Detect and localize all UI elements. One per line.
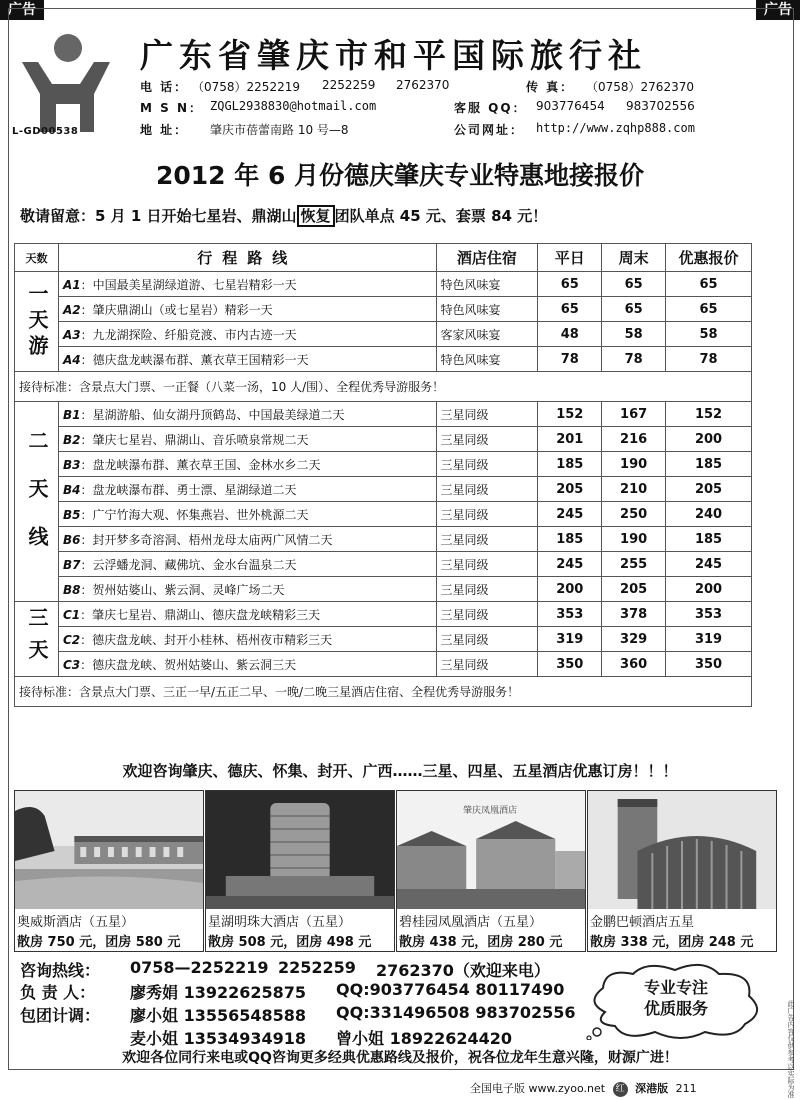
notice-line [20,205,547,226]
weekday-price: 201 [538,427,602,452]
special-price: 245 [666,552,752,577]
table-row [15,602,752,627]
header-weekend: 周末 [602,244,666,272]
special-price: 205 [666,477,752,502]
edition-text: 全国电子版 www.zyoo.net [470,1082,606,1095]
standard-row [15,372,752,402]
route-cell: B8：贺州姑婆山、紫云洞、灵峰广场二天 [58,577,436,602]
weekend-price: 216 [602,427,666,452]
phone-2: 2252259 [322,78,376,92]
weekday-price: 78 [538,347,602,372]
page-footer [470,1080,701,1097]
qq-2: 983702556 [626,99,695,113]
special-price: 65 [666,272,752,297]
weekend-price: 250 [602,502,666,527]
weekend-price: 205 [602,577,666,602]
standard-three-day: 接待标准：含景点大门票、三正一早/五正二早、一晚/二晚三星酒店住宿、全程优秀导游服务！ [15,677,752,707]
notice-boxed: 恢复 [297,205,335,227]
qq-label: 客服 QQ： [454,101,527,115]
edition-badge-icon: 红 [613,1082,628,1097]
header-weekday: 平日 [538,244,602,272]
hotel-price: 散房 438 元，团房 280 元 [399,935,563,950]
weekend-price: 190 [602,452,666,477]
table-row [15,347,752,372]
weekday-price: 245 [538,502,602,527]
hotel-name: 碧桂园凤凰酒店（五星） [399,915,543,930]
msn-label: M S N： [140,101,203,115]
weekend-price: 255 [602,552,666,577]
weekday-price: 48 [538,322,602,347]
manager-qq: QQ:903776454 80117490 [336,980,565,999]
table-row [15,402,752,427]
address-label: 地 址： [140,123,189,137]
route-cell: B3：盘龙峡瀑布群、薰衣草王国、金林水乡二天 [58,452,436,477]
hotline-2: 2252259 [278,958,356,977]
hotel-cell: 特色风味宴 [436,347,538,372]
ad-label-right: 广告 [756,0,800,20]
qq-1: 903776454 [536,99,605,113]
weekend-price: 210 [602,477,666,502]
website-label: 公司网址： [454,123,525,137]
weekend-price: 190 [602,527,666,552]
route-cell: A1：中国最美星湖绿道游、七星岩精彩一天 [58,272,436,297]
section-text: 深港版 [635,1082,669,1095]
special-price: 58 [666,322,752,347]
hotel-photo-icon [15,791,203,909]
route-cell: B7：云浮蟠龙洞、藏佛坑、金水台温泉二天 [58,552,436,577]
hotel-cell: 三星同级 [436,577,538,602]
special-price: 152 [666,402,752,427]
hotel-photo-icon [588,791,776,909]
price-table [14,243,752,707]
table-row [15,427,752,452]
hotel-name: 金鹏巴顿酒店五星 [590,915,695,930]
weekend-price: 360 [602,652,666,677]
side-note: 此广告内容仅供参考以实际为准 [787,1000,795,1098]
special-price: 65 [666,297,752,322]
special-price: 200 [666,427,752,452]
route-cell: A3：九龙湖探险、纤船竞渡、市内古迹一天 [58,322,436,347]
page-title: 2012 年 6 月份德庆肇庆专业特惠地接报价 [155,161,645,190]
hotel-price: 散房 508 元，团房 498 元 [208,935,372,950]
route-cell: C2：德庆盘龙峡、封开小桂林、梧州夜市精彩三天 [58,627,436,652]
website-link[interactable]: http://www.zqhp888.com [536,121,695,135]
hotel-cell: 三星同级 [436,527,538,552]
special-price: 185 [666,527,752,552]
weekend-price: 378 [602,602,666,627]
header-hotel: 酒店住宿 [436,244,538,272]
hotel-photo-icon [206,791,394,909]
route-cell: B4：盘龙峡瀑布群、勇士漂、星湖绿道二天 [58,477,436,502]
hotel-cell: 三星同级 [436,452,538,477]
special-price: 78 [666,347,752,372]
weekend-price: 167 [602,402,666,427]
route-cell: B1：星湖游船、仙女湖丹顶鹤岛、中国最美绿道二天 [58,402,436,427]
table-row [15,652,752,677]
weekday-price: 205 [538,477,602,502]
hotel-cell: 特色风味宴 [436,272,538,297]
hotline-label: 咨询热线： [20,961,101,980]
hotel-price: 散房 338 元，团房 248 元 [590,935,754,950]
table-header [15,244,752,272]
category-one-day: 一天游 [15,272,59,372]
weekend-price: 58 [602,322,666,347]
table-row [15,627,752,652]
hotel-cell: 客家风味宴 [436,322,538,347]
special-price: 350 [666,652,752,677]
weekend-price: 65 [602,297,666,322]
table-row [15,272,752,297]
hotel-cell: 三星同级 [436,502,538,527]
group-qq: QQ:331496508 983702556 [336,1003,576,1022]
notice-pre: 敬请留意：5 月 1 日开始七星岩、鼎湖山 [20,207,297,225]
hotel-card [205,790,395,952]
special-price: 353 [666,602,752,627]
hotel-cell: 特色风味宴 [436,297,538,322]
table-row [15,322,752,347]
hotel-cell: 三星同级 [436,627,538,652]
table-row [15,477,752,502]
weekday-price: 319 [538,627,602,652]
weekday-price: 353 [538,602,602,627]
weekday-price: 185 [538,527,602,552]
special-price: 240 [666,502,752,527]
route-cell: B5：广宁竹海大观、怀集燕岩、世外桃源二天 [58,502,436,527]
hotel-card [14,790,204,952]
table-row [15,577,752,602]
group-contact-2: 麦小姐 13534934918 [130,1029,307,1048]
phone-1: （0758）2252219 [192,80,300,94]
notice-post: 团队单点 45 元、套票 84 元！ [334,207,548,225]
agency-logo-icon [18,32,114,136]
header-route: 行程路线 [58,244,436,272]
hotel-price: 散房 750 元，团房 580 元 [17,935,181,950]
route-cell: B6：封开梦多奇溶洞、梧州龙母太庙两广风情二天 [58,527,436,552]
hotel-cell: 三星同级 [436,602,538,627]
weekday-price: 65 [538,272,602,297]
weekend-price: 329 [602,627,666,652]
hotel-cell: 三星同级 [436,427,538,452]
category-three-day: 三天 [15,602,59,677]
agency-name: 广东省肇庆市和平国际旅行社 [140,36,647,75]
special-price: 185 [666,452,752,477]
hotel-name: 星湖明珠大酒店（五星） [208,915,352,930]
table-row [15,297,752,322]
ad-label-left: 广告 [0,0,44,20]
msn-address: ZQGL2938830@hotmail.com [210,99,377,113]
weekday-price: 185 [538,452,602,477]
page-number: 211 [675,1082,697,1095]
standard-row [15,677,752,707]
manager-label: 负 责 人： [20,983,96,1002]
route-cell: C3：德庆盘龙峡、贺州姑婆山、紫云洞三天 [58,652,436,677]
hotel-name: 奥威斯酒店（五星） [17,915,135,930]
weekday-price: 245 [538,552,602,577]
hotel-card [396,790,586,952]
fax-number: （0758）2762370 [586,80,694,94]
weekday-price: 200 [538,577,602,602]
weekend-price: 78 [602,347,666,372]
table-row [15,452,752,477]
address-text: 肇庆市蓓蕾南路 10 号—8 [210,123,349,137]
phone-label: 电 话： [140,80,189,94]
category-two-day: 二天线 [15,402,59,602]
welcome-line: 欢迎咨询肇庆、德庆、怀集、封开、广西……三星、四星、五星酒店优惠订房！！！ [122,762,678,780]
table-row [15,527,752,552]
weekend-price: 65 [602,272,666,297]
table-row [15,502,752,527]
group-contact-3: 曾小姐 18922624420 [336,1029,513,1048]
license-code: L-GD00538 [12,126,79,137]
standard-one-day: 接待标准：含景点大门票、一正餐（八菜一汤，10 人/围）、全程优秀导游服务！ [15,372,752,402]
hotline-1: 0758—2252219 [130,958,269,977]
route-cell: A2：肇庆鼎湖山（或七星岩）精彩一天 [58,297,436,322]
hotel-cell: 三星同级 [436,402,538,427]
weekday-price: 350 [538,652,602,677]
hotline-3: 2762370（欢迎来电） [376,961,550,980]
hotel-cell: 三星同级 [436,552,538,577]
slogan-text: 专业专注 优质服务 [643,978,708,1018]
hotel-sign: 肇庆凤凰酒店 [463,806,518,816]
manager-contact: 廖秀娟 13922625875 [130,983,307,1002]
special-price: 319 [666,627,752,652]
route-cell: B2：肇庆七星岩、鼎湖山、音乐喷泉常规二天 [58,427,436,452]
header-days: 天数 [15,244,59,272]
group-label: 包团计调： [20,1006,101,1025]
hotel-cell: 三星同级 [436,477,538,502]
hotel-card [587,790,777,952]
footer-line: 欢迎各位同行来电或QQ咨询更多经典优惠路线及报价，祝各位龙年生意兴隆，财源广进！ [122,1050,678,1066]
weekday-price: 152 [538,402,602,427]
table-row [15,552,752,577]
group-contact-1: 廖小姐 13556548588 [130,1006,307,1025]
hotel-cell: 三星同级 [436,652,538,677]
phone-3: 2762370 [396,78,450,92]
weekday-price: 65 [538,297,602,322]
route-cell: A4：德庆盘龙峡瀑布群、薰衣草王国精彩一天 [58,347,436,372]
header-special: 优惠报价 [666,244,752,272]
route-cell: C1：肇庆七星岩、鼎湖山、德庆盘龙峡精彩三天 [58,602,436,627]
fax-label: 传 真： [526,80,575,94]
special-price: 200 [666,577,752,602]
